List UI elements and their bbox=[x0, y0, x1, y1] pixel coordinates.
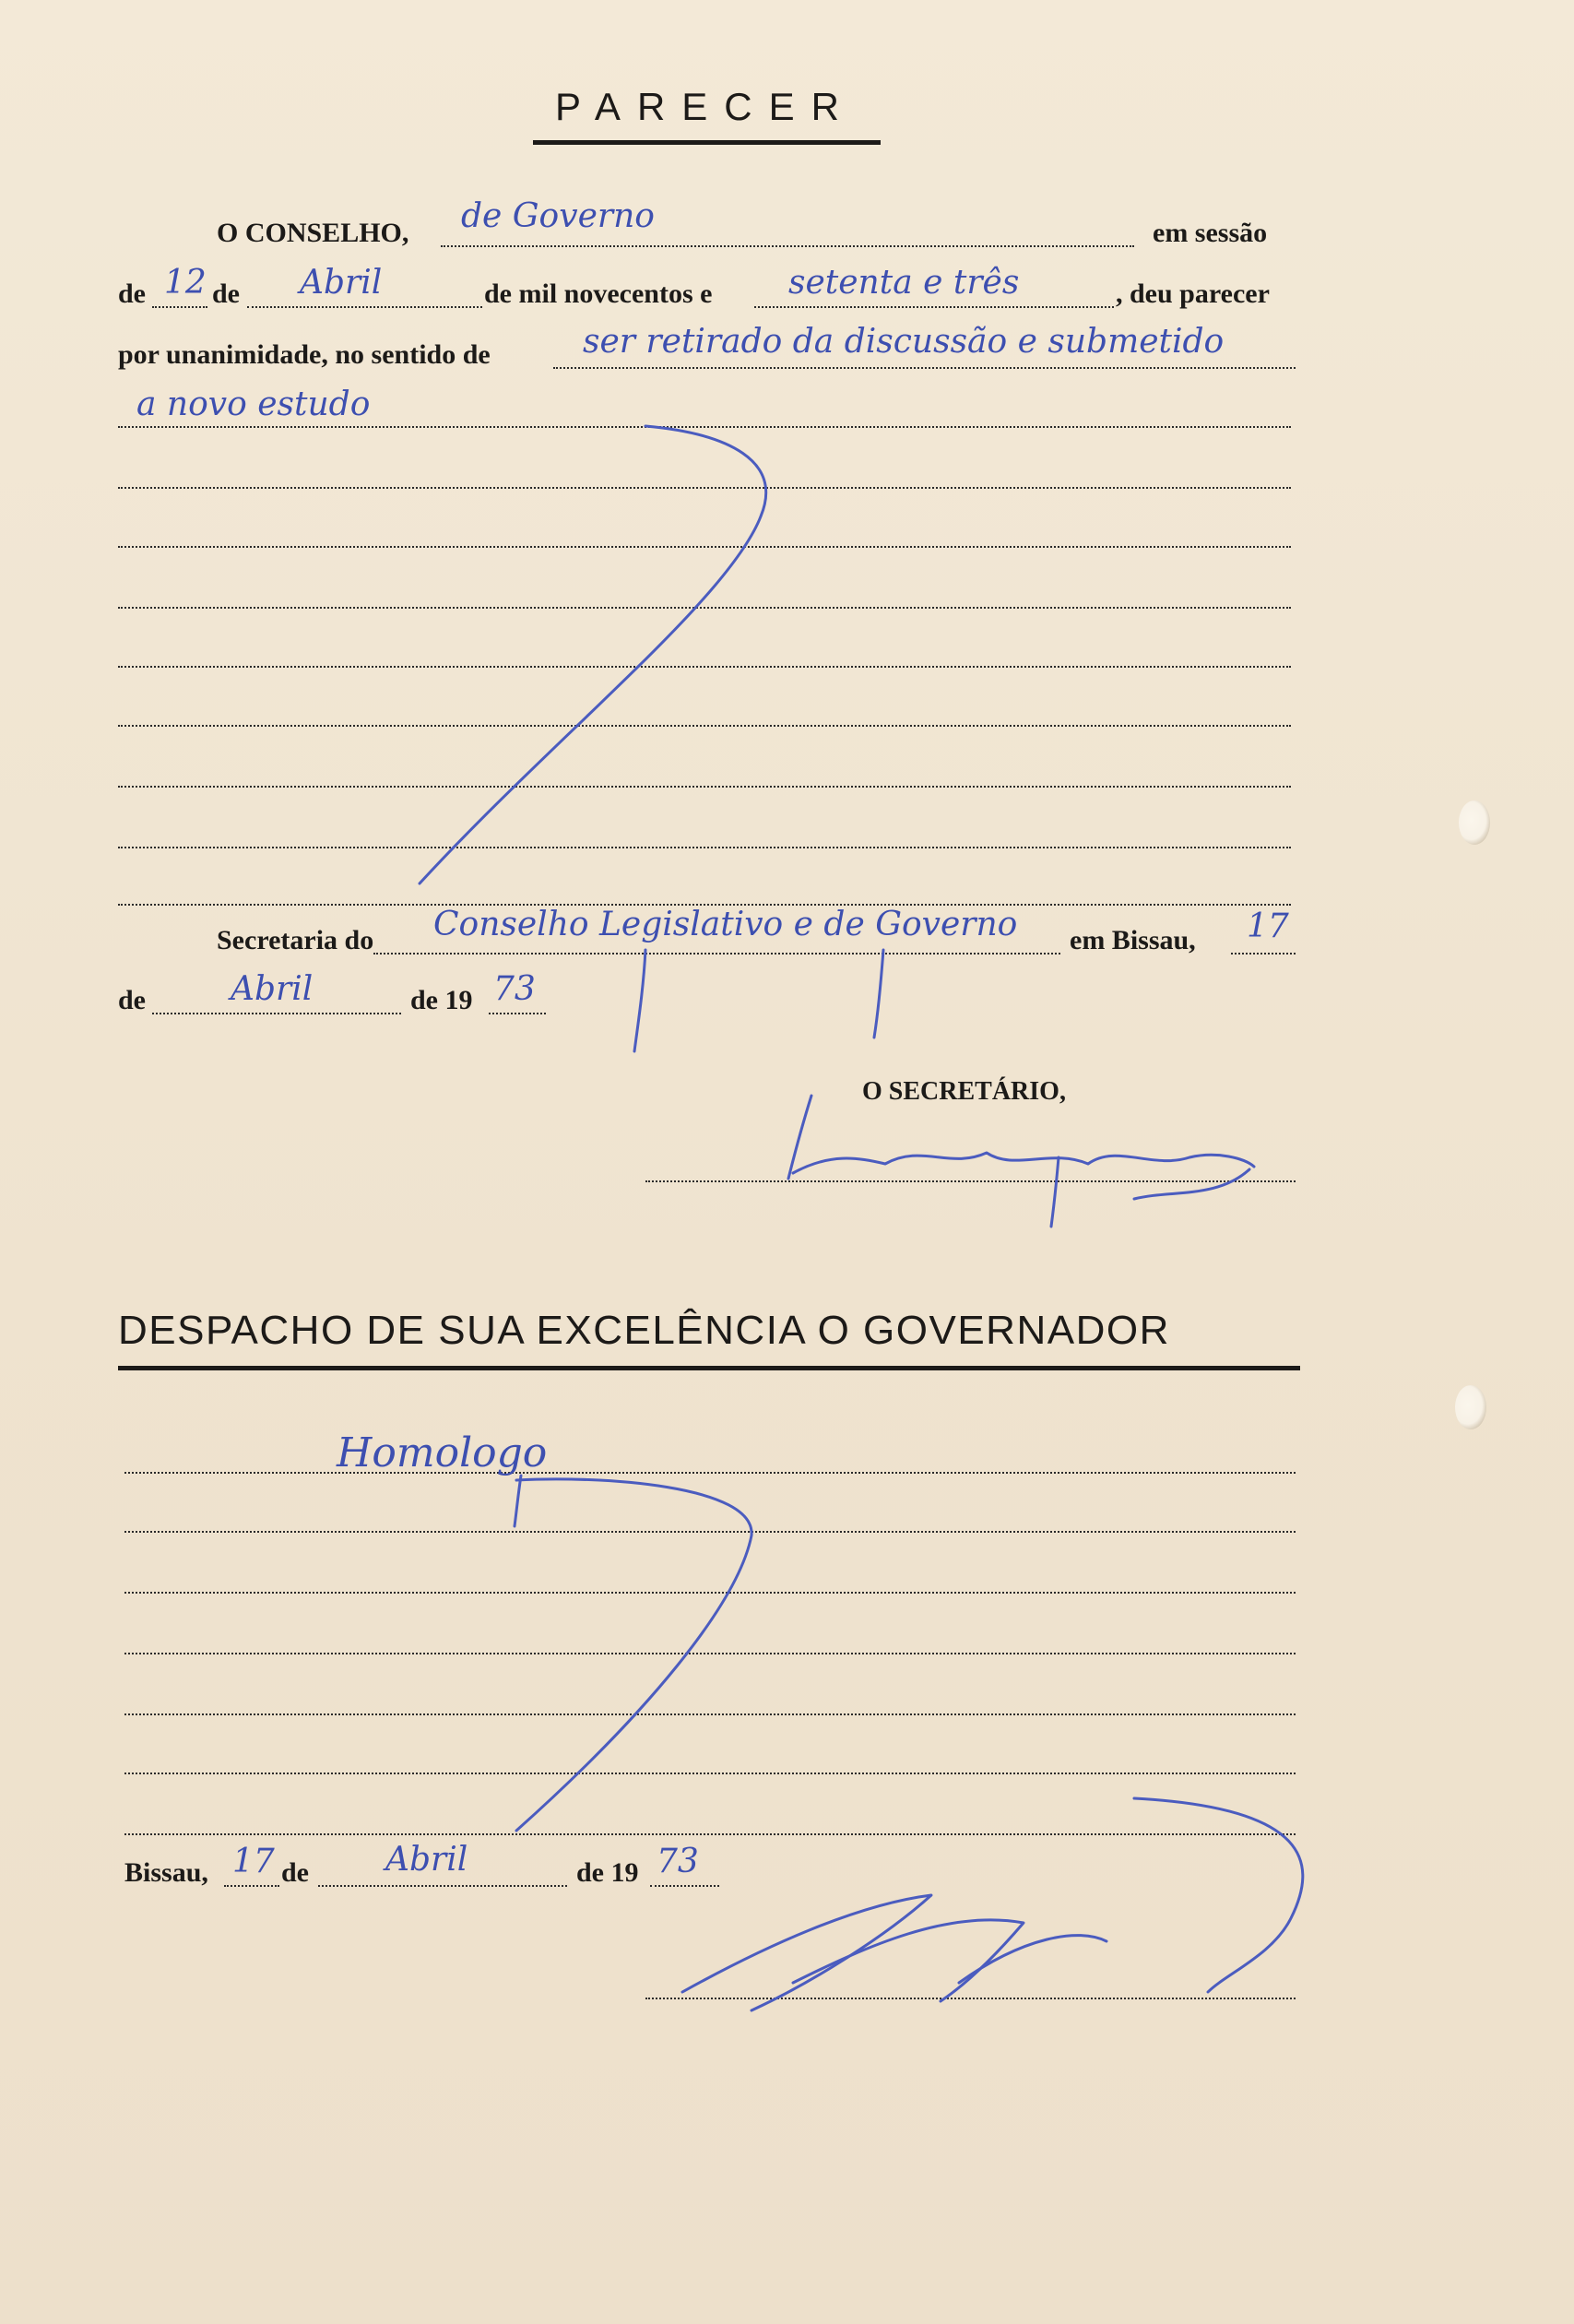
secretaria-de-19-label: de 19 bbox=[410, 985, 473, 1015]
sentido-handwritten: ser retirado da discussão e submetido bbox=[583, 323, 1225, 361]
despacho-day: 17 bbox=[232, 1843, 275, 1880]
secretaria-month: Abril bbox=[231, 970, 314, 1008]
session-year-words: setenta e três bbox=[788, 264, 1020, 302]
despacho-handwritten: Homologo bbox=[337, 1429, 548, 1476]
em-sessao-label: em sessão bbox=[1153, 218, 1268, 248]
conselho-handwritten: de Governo bbox=[461, 197, 655, 235]
mil-novecentos-label: de mil novecentos e bbox=[484, 279, 713, 309]
secretaria-descender-stroke bbox=[634, 950, 645, 1051]
secretaria-label: Secretaria do bbox=[217, 925, 374, 955]
secretario-label: O SECRETÁRIO, bbox=[862, 1077, 1066, 1106]
governor-signature-stroke bbox=[959, 1936, 1107, 1983]
despacho-heading: DESPACHO DE SUA EXCELÊNCIA O GOVERNADOR bbox=[118, 1308, 1170, 1353]
despacho-descender-stroke bbox=[515, 1476, 521, 1526]
deu-parecer-label: , deu parecer bbox=[1116, 279, 1270, 309]
secretaria-handwritten: Conselho Legislativo e de Governo bbox=[433, 906, 1018, 943]
sentido-handwritten-continued: a novo estudo bbox=[136, 385, 371, 423]
despacho-de-19-label: de 19 bbox=[576, 1857, 639, 1888]
session-day: 12 bbox=[164, 264, 207, 302]
secretaria-descender-stroke bbox=[874, 950, 883, 1038]
governor-signature-stroke bbox=[1134, 1798, 1303, 1992]
page-title: PARECER bbox=[555, 85, 856, 128]
unanimidade-label: por unanimidade, no sentido de bbox=[118, 339, 491, 370]
secretaria-de-label: de bbox=[118, 985, 146, 1015]
de-label-2: de bbox=[212, 279, 240, 309]
despacho-year: 73 bbox=[657, 1843, 699, 1880]
despacho-bissau-label: Bissau, bbox=[124, 1857, 208, 1888]
secretario-signature-stroke bbox=[1051, 1157, 1059, 1227]
secretario-signature-stroke bbox=[1134, 1169, 1249, 1199]
secretaria-year: 73 bbox=[493, 970, 536, 1008]
conselho-label: O CONSELHO, bbox=[217, 218, 409, 248]
secretario-signature-stroke bbox=[793, 1153, 1254, 1173]
em-bissau-label: em Bissau, bbox=[1070, 925, 1196, 955]
secretaria-day: 17 bbox=[1247, 907, 1289, 945]
governor-signature-stroke bbox=[682, 1895, 931, 2010]
parecer-cancel-stroke bbox=[420, 426, 766, 883]
session-month: Abril bbox=[300, 264, 383, 302]
despacho-month: Abril bbox=[385, 1841, 468, 1879]
despacho-de-label: de bbox=[281, 1857, 309, 1888]
despacho-cancel-stroke bbox=[516, 1479, 751, 1831]
de-label: de bbox=[118, 279, 146, 309]
governor-signature-stroke bbox=[793, 1920, 1024, 2001]
